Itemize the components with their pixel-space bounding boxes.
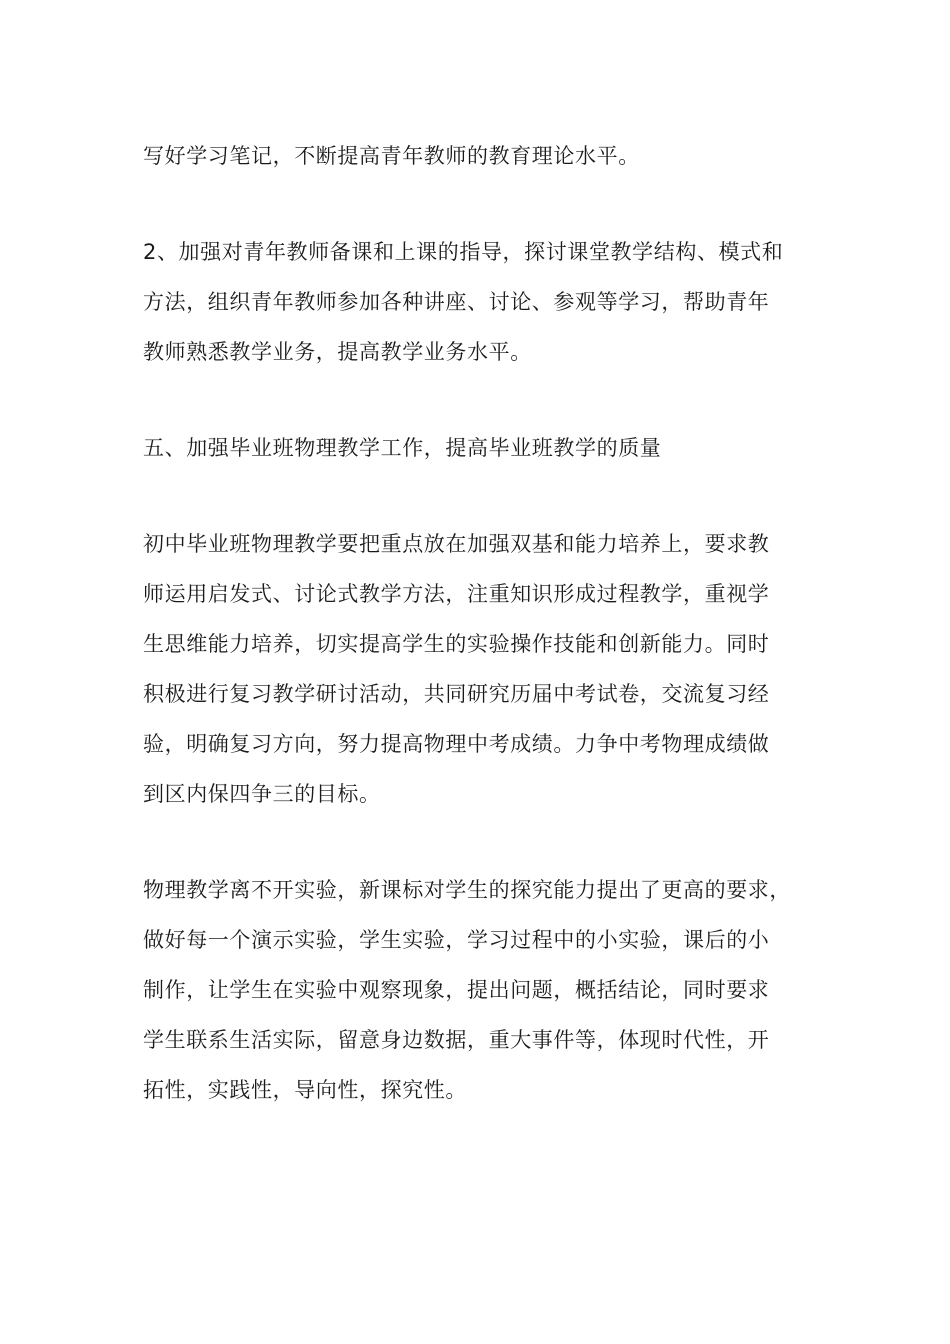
paragraph-graduating-teaching (143, 519, 807, 819)
paragraph-study-notes (143, 131, 807, 181)
text-line: 五、加强毕业班物理教学工作，提高毕业班教学的质量 (143, 436, 662, 460)
text-line: 生思维能力培养，切实提高学生的实验操作技能和创新能力。同时 (143, 632, 770, 656)
text-line: 制作，让学生在实验中观察现象，提出问题，概括结论，同时要求 (143, 978, 770, 1002)
text-line: 教师熟悉教学业务，提高教学业务水平。 (143, 340, 532, 364)
text-line: 验，明确复习方向，努力提高物理中考成绩。力争中考物理成绩做 (143, 732, 770, 756)
paragraph-lesson-guidance (143, 227, 807, 377)
text-line: 到区内保四争三的目标。 (143, 782, 381, 806)
paragraph-gap (143, 473, 807, 519)
text-line: 做好每一个演示实验，学生实验，学习过程中的小实验，课后的小 (143, 928, 770, 952)
paragraph-gap (143, 819, 807, 865)
text-line: 初中毕业班物理教学要把重点放在加强双基和能力培养上，要求教 (143, 532, 770, 556)
text-line: 师运用启发式、讨论式教学方法，注重知识形成过程教学，重视学 (143, 582, 770, 606)
text-line: 2、加强对青年教师备课和上课的指导，探讨课堂教学结构、模式和 (143, 240, 784, 264)
text-line: 物理教学离不开实验，新课标对学生的探究能力提出了更高的要求， (143, 878, 791, 902)
text-line: 方法，组织青年教师参加各种讲座、讨论、参观等学习，帮助青年 (143, 290, 770, 314)
document-body (143, 131, 807, 1115)
text-line: 拓性，实践性，导向性，探究性。 (143, 1078, 467, 1102)
paragraph-experiments (143, 865, 807, 1115)
section-heading-graduating-class (143, 423, 807, 473)
paragraph-gap (143, 377, 807, 423)
text-line: 积极进行复习教学研讨活动，共同研究历届中考试卷，交流复习经 (143, 682, 770, 706)
text-line: 写好学习笔记，不断提高青年教师的教育理论水平。 (143, 144, 640, 168)
paragraph-gap (143, 181, 807, 227)
text-line: 学生联系生活实际，留意身边数据，重大事件等，体现时代性，开 (143, 1028, 770, 1052)
